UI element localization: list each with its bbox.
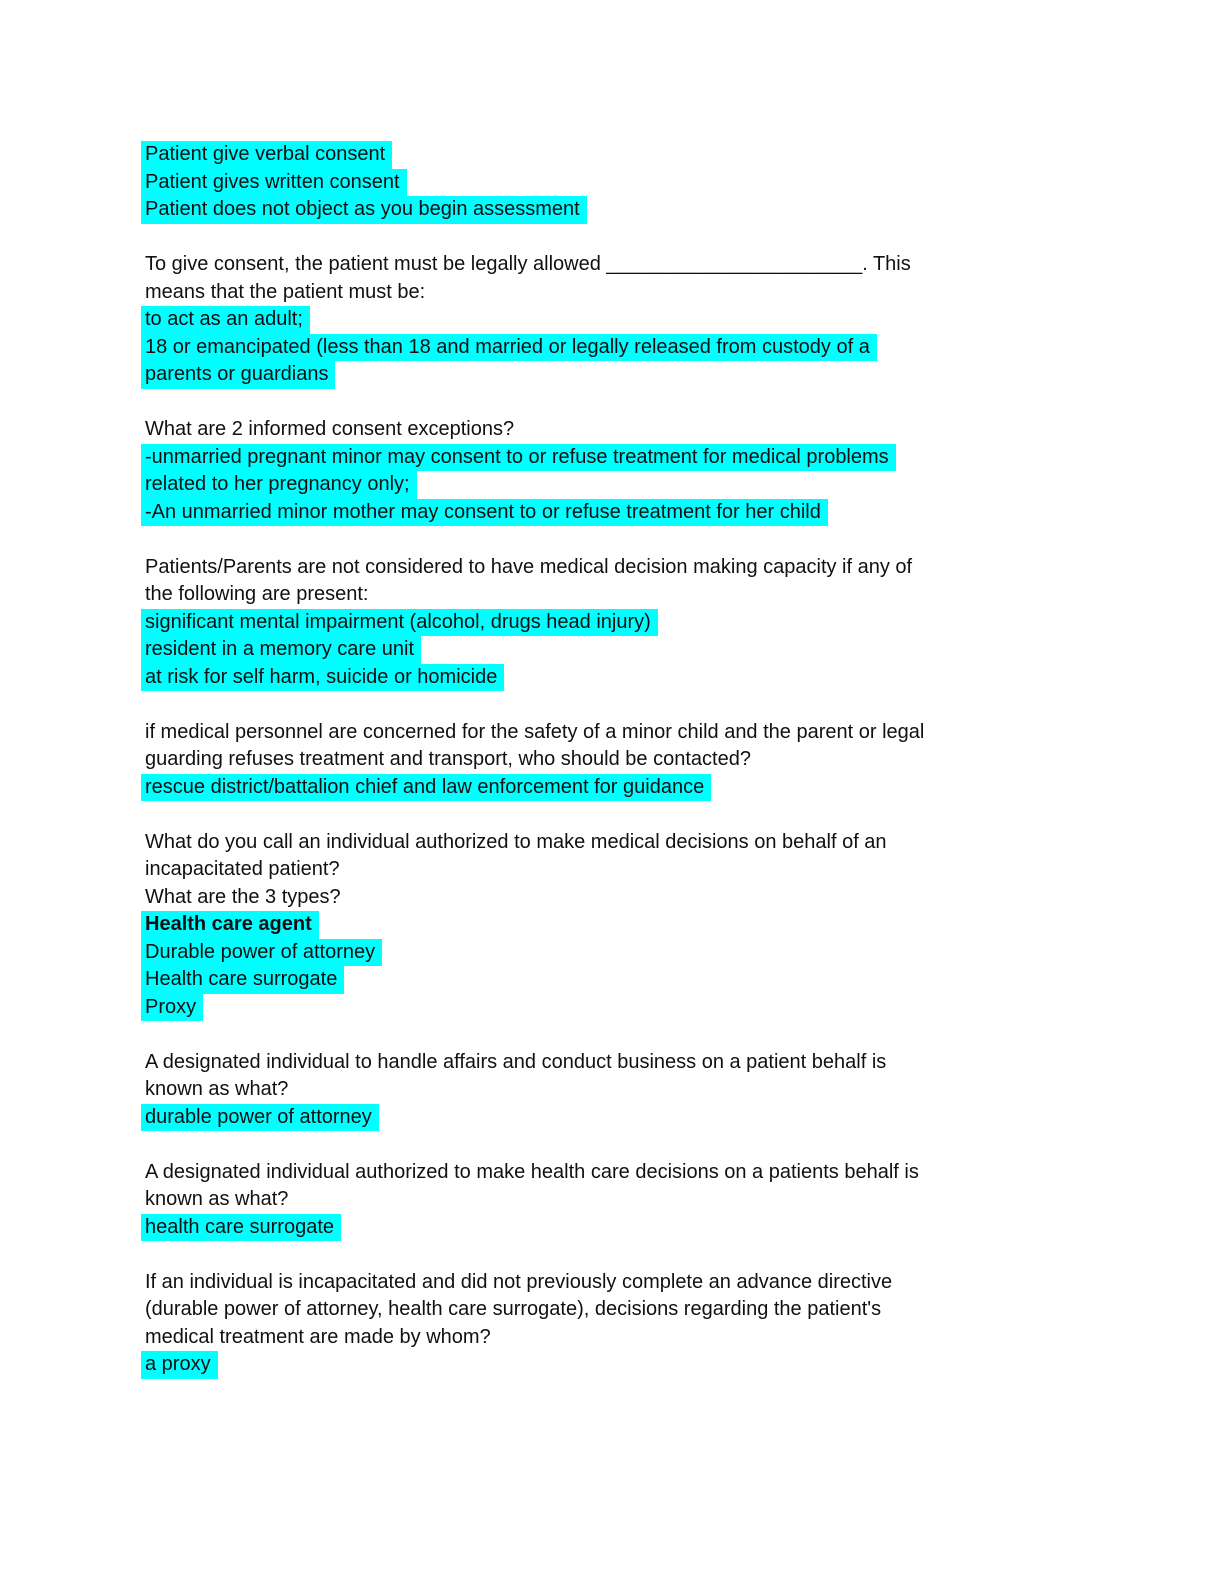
- text-line: [145, 1186, 1084, 1214]
- text-line: [145, 829, 1084, 857]
- text-line: [145, 856, 1084, 884]
- highlighted-text: a proxy: [141, 1351, 218, 1379]
- plain-text: What do you call an individual authorized to make medical decisions on behalf of an: [145, 830, 887, 853]
- text-line: [145, 581, 1084, 609]
- text-line: [145, 1296, 1084, 1324]
- highlighted-text: -unmarried pregnant minor may consent to or refuse treatment for medical problems: [141, 444, 896, 472]
- document-body: [145, 141, 1084, 1379]
- highlighted-text: Patient gives written consent: [141, 169, 407, 197]
- highlighted-text-line: [145, 444, 1084, 472]
- highlighted-text: -An unmarried minor mother may consent to or refuse treatment for her child: [141, 499, 828, 527]
- highlighted-text-line: [145, 499, 1084, 527]
- highlighted-text: Proxy: [141, 994, 203, 1022]
- text-line: [145, 554, 1084, 582]
- highlighted-text-line: [145, 169, 1084, 197]
- text-line: [145, 1159, 1084, 1187]
- paragraph-block: [145, 1049, 1084, 1132]
- plain-text: (durable power of attorney, health care surrogate), decisions regarding the patient's: [145, 1298, 882, 1320]
- plain-text: To give consent, the patient must be legally allowed _______________________. This: [145, 253, 911, 275]
- highlighted-text-line: [145, 609, 1084, 637]
- plain-text: means that the patient must be:: [145, 280, 426, 303]
- text-line: [145, 1076, 1084, 1104]
- highlighted-text-line: [145, 141, 1084, 169]
- plain-text: the following are present:: [145, 583, 369, 605]
- highlighted-text-line: [145, 1104, 1084, 1132]
- paragraph-block: [145, 719, 1084, 802]
- highlighted-text-line: [145, 994, 1084, 1022]
- highlighted-text-line: [145, 939, 1084, 967]
- highlighted-text-line: [145, 636, 1084, 664]
- paragraph-block: [145, 554, 1084, 692]
- plain-text: What are the 3 types?: [145, 885, 341, 908]
- text-line: [145, 884, 1084, 912]
- highlighted-text-line: [145, 966, 1084, 994]
- paragraph-block: [145, 829, 1084, 1022]
- highlighted-text: durable power of attorney: [141, 1104, 379, 1132]
- highlighted-text-line: [145, 196, 1084, 224]
- highlighted-text: related to her pregnancy only;: [141, 471, 417, 499]
- highlighted-text: Patient give verbal consent: [141, 141, 392, 169]
- paragraph-block: [145, 416, 1084, 526]
- plain-text: A designated individual to handle affairs and conduct business on a patient behalf is: [145, 1050, 887, 1073]
- highlighted-text: health care surrogate: [141, 1214, 341, 1242]
- plain-text: A designated individual authorized to make health care decisions on a patients behalf is: [145, 1160, 919, 1183]
- text-line: [145, 746, 1084, 774]
- paragraph-block: [145, 1269, 1084, 1379]
- plain-text: guarding refuses treatment and transport, who should be contacted?: [145, 748, 751, 770]
- highlighted-text-line: [145, 911, 1084, 939]
- text-line: [145, 279, 1084, 307]
- highlighted-text: significant mental impairment (alcohol, drugs head injury): [141, 609, 658, 637]
- highlighted-text-line: [145, 664, 1084, 692]
- paragraph-block: [145, 1159, 1084, 1242]
- highlighted-text: Durable power of attorney: [141, 939, 382, 967]
- plain-text: medical treatment are made by whom?: [145, 1325, 491, 1348]
- highlighted-text: parents or guardians: [141, 361, 335, 389]
- text-line: [145, 251, 1084, 279]
- highlighted-text: Patient does not object as you begin assessment: [141, 196, 587, 224]
- plain-text: known as what?: [145, 1078, 289, 1100]
- text-line: [145, 416, 1084, 444]
- highlighted-text-line: [145, 306, 1084, 334]
- highlighted-text-line: [145, 471, 1084, 499]
- highlighted-text-line: [145, 774, 1084, 802]
- plain-text: incapacitated patient?: [145, 858, 340, 880]
- plain-text: If an individual is incapacitated and did not previously complete an advance directive: [145, 1270, 893, 1293]
- plain-text: if medical personnel are concerned for the safety of a minor child and the parent or legal: [145, 720, 925, 743]
- highlighted-text: at risk for self harm, suicide or homicide: [141, 664, 504, 692]
- plain-text: known as what?: [145, 1188, 289, 1210]
- plain-text: What are 2 informed consent exceptions?: [145, 418, 515, 440]
- highlighted-text-line: [145, 361, 1084, 389]
- highlighted-text: to act as an adult;: [141, 306, 310, 334]
- text-line: [145, 1324, 1084, 1352]
- highlighted-text: 18 or emancipated (less than 18 and married or legally released from custody of a: [141, 334, 877, 362]
- paragraph-block: [145, 251, 1084, 389]
- highlighted-text-line: [145, 334, 1084, 362]
- highlighted-text-line: [145, 1351, 1084, 1379]
- paragraph-block: [145, 141, 1084, 224]
- text-line: [145, 1269, 1084, 1297]
- text-line: [145, 719, 1084, 747]
- highlighted-text-line: [145, 1214, 1084, 1242]
- plain-text: Patients/Parents are not considered to have medical decision making capacity if any of: [145, 555, 913, 578]
- highlighted-text: resident in a memory care unit: [141, 636, 421, 664]
- highlighted-text: Health care surrogate: [141, 966, 344, 994]
- highlighted-text: rescue district/battalion chief and law enforcement for guidance: [141, 774, 711, 802]
- text-line: [145, 1049, 1084, 1077]
- highlighted-text: Health care agent: [141, 911, 319, 939]
